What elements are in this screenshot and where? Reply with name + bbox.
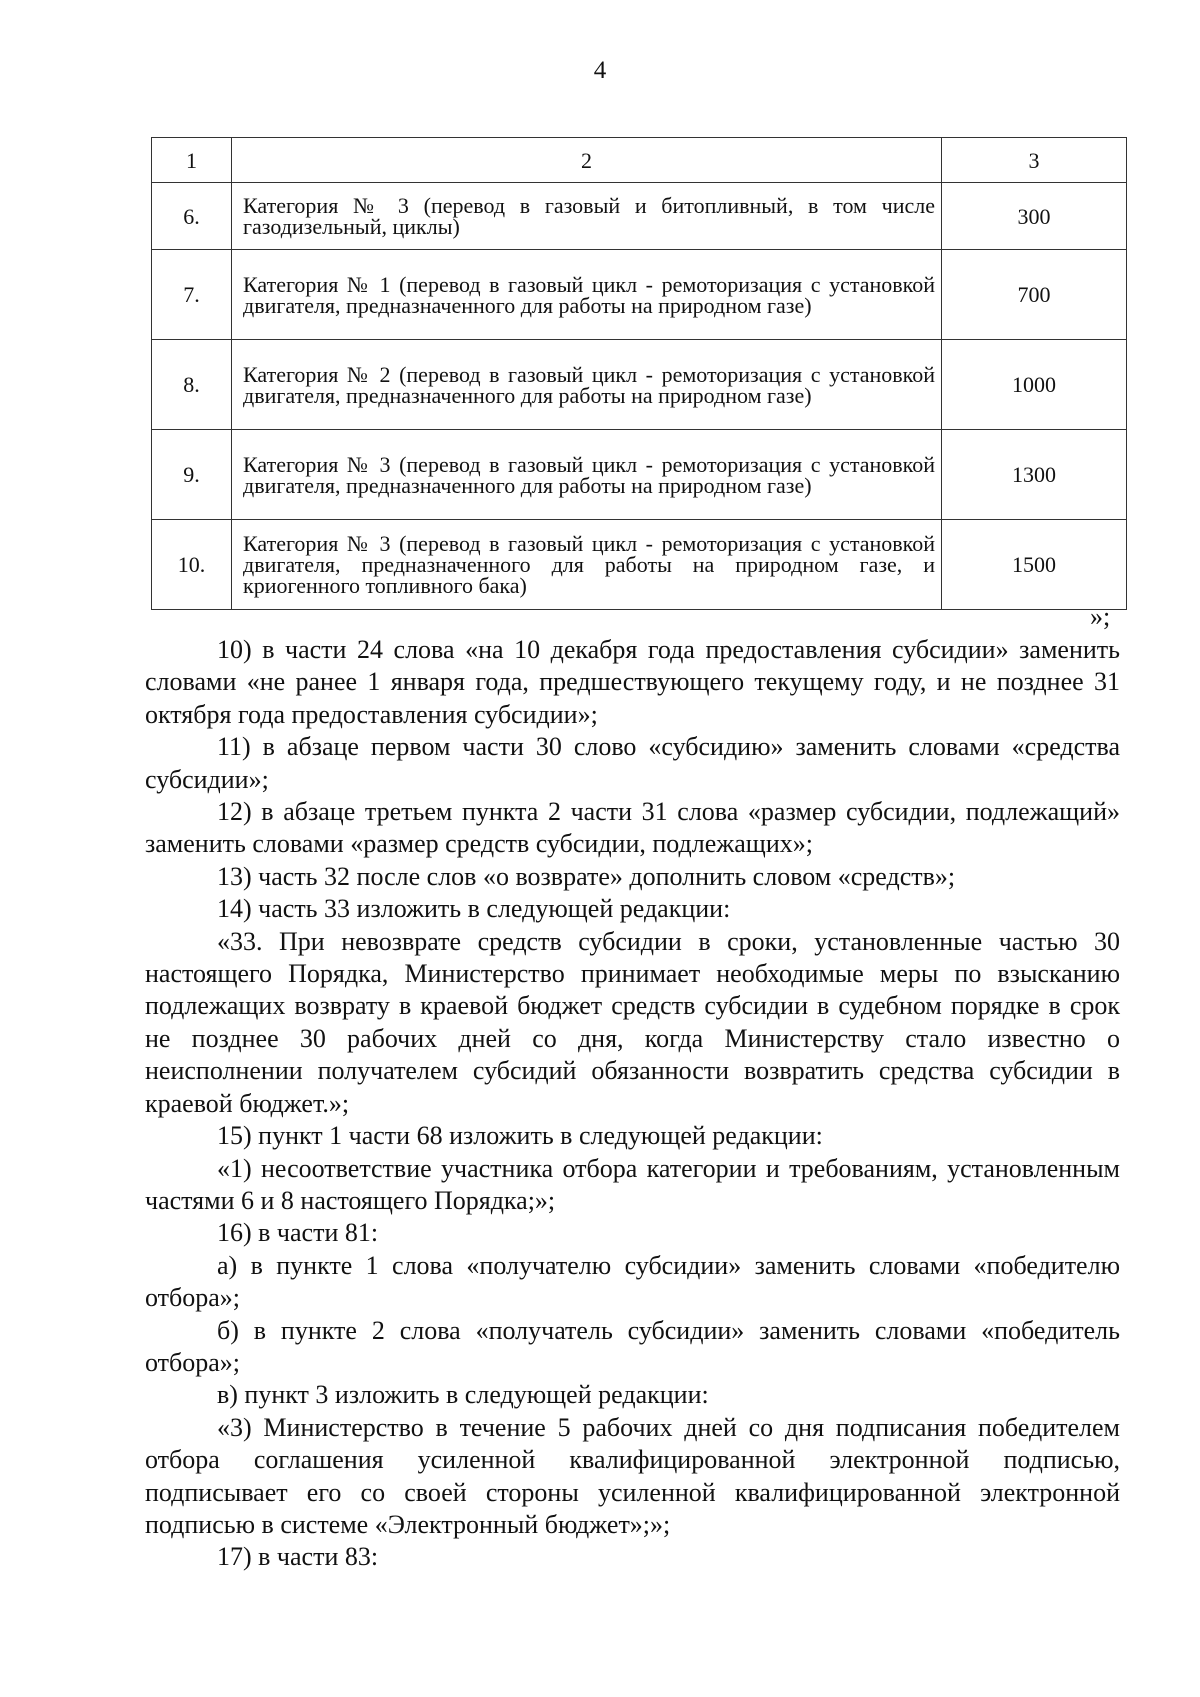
- table-row: [152, 340, 1127, 430]
- row-number-cell: 9.: [152, 430, 232, 520]
- paragraph: а) в пункте 1 слова «получателю субсидии» заменить словами «победителю отбора»;: [145, 1250, 1120, 1313]
- amount-cell: 700: [942, 250, 1127, 340]
- paragraph: 12) в абзаце третьем пункта 2 части 31 слова «размер субсидии, подлежащий» заменить словами «размер средств субсидии, подлежащих»;: [145, 797, 1120, 859]
- paragraph: 17) в части 83:: [217, 1542, 379, 1572]
- table-header-row: [152, 138, 1127, 183]
- table-closing-quote: »;: [1090, 602, 1111, 631]
- paragraph: в) пункт 3 изложить в следующей редакции:: [217, 1380, 709, 1410]
- paragraph: «33. При невозврате средств субсидии в сроки, установленные частью 30 настоящего Порядка, Министерство принимает необходимые меры по взысканию подлежащих возврату в краевой бюджет средств субсидии в судебном порядке в срок не позднее 30 рабочих дней со дня, когда Министерству стало известно о неисполнении получателем субсидий обязанности возвратить средства субсидии в краевой бюджет.»;: [145, 926, 1120, 1118]
- category-description-cell: Категория № 1 (перевод в газовый цикл - ремоторизация с установкой двигателя, предназначенного для работы на природном газе): [232, 250, 942, 340]
- category-description-cell: Категория № 3 (перевод в газовый и битопливный, в том числе газодизельный, циклы): [232, 183, 942, 250]
- table-header-cell: 2: [232, 138, 942, 183]
- category-description-cell: Категория № 3 (перевод в газовый цикл - ремоторизация с установкой двигателя, предназначенного для работы на природном газе, и криогенного топливного бака): [232, 520, 942, 610]
- category-description-cell: Категория № 2 (перевод в газовый цикл - ремоторизация с установкой двигателя, предназначенного для работы на природном газе): [232, 340, 942, 430]
- row-number-cell: 7.: [152, 250, 232, 340]
- paragraph: 13) часть 32 после слов «о возврате» дополнить словом «средств»;: [217, 861, 956, 891]
- category-description-cell: Категория № 3 (перевод в газовый цикл - ремоторизация с установкой двигателя, предназначенного для работы на природном газе): [232, 430, 942, 520]
- table-row: [152, 183, 1127, 250]
- subsidy-category-table: [151, 137, 1127, 610]
- amount-cell: 1500: [942, 520, 1127, 610]
- page-number: 4: [593, 57, 607, 84]
- table-row: [152, 520, 1127, 610]
- table-row: [152, 250, 1127, 340]
- amount-cell: 300: [942, 183, 1127, 250]
- paragraph: 16) в части 81:: [217, 1218, 379, 1248]
- row-number-cell: 8.: [152, 340, 232, 430]
- paragraph: 15) пункт 1 части 68 изложить в следующей редакции:: [217, 1121, 823, 1151]
- paragraph: 10) в части 24 слова «на 10 декабря года предоставления субсидии» заменить словами «не ранее 1 января года, предшествующего текущему году, и не позднее 31 октября года предоставления субсидии»;: [145, 635, 1120, 729]
- paragraph: 14) часть 33 изложить в следующей редакции:: [217, 894, 731, 924]
- paragraph: б) в пункте 2 слова «получатель субсидии» заменить словами «победитель отбора»;: [145, 1315, 1120, 1377]
- table-header-cell: 1: [152, 138, 232, 183]
- amount-cell: 1300: [942, 430, 1127, 520]
- row-number-cell: 10.: [152, 520, 232, 610]
- table-row: [152, 430, 1127, 520]
- amount-cell: 1000: [942, 340, 1127, 430]
- paragraph: «3) Министерство в течение 5 рабочих дней со дня подписания победителем отбора соглашения усиленной квалифицированной электронной подписью, подписывает его со своей стороны усиленной квалифицированной электронной подписью в системе «Электронный бюджет»;»;: [145, 1412, 1120, 1539]
- amendment-text: [145, 634, 1120, 1574]
- row-number-cell: 6.: [152, 183, 232, 250]
- paragraph: «1) несоответствие участника отбора категории и требованиям, установленным частями 6 и 8 настоящего Порядка;»;: [145, 1153, 1120, 1215]
- paragraph: 11) в абзаце первом части 30 слово «субсидию» заменить словами «средства субсидии»;: [145, 732, 1120, 794]
- table-header-cell: 3: [942, 138, 1127, 183]
